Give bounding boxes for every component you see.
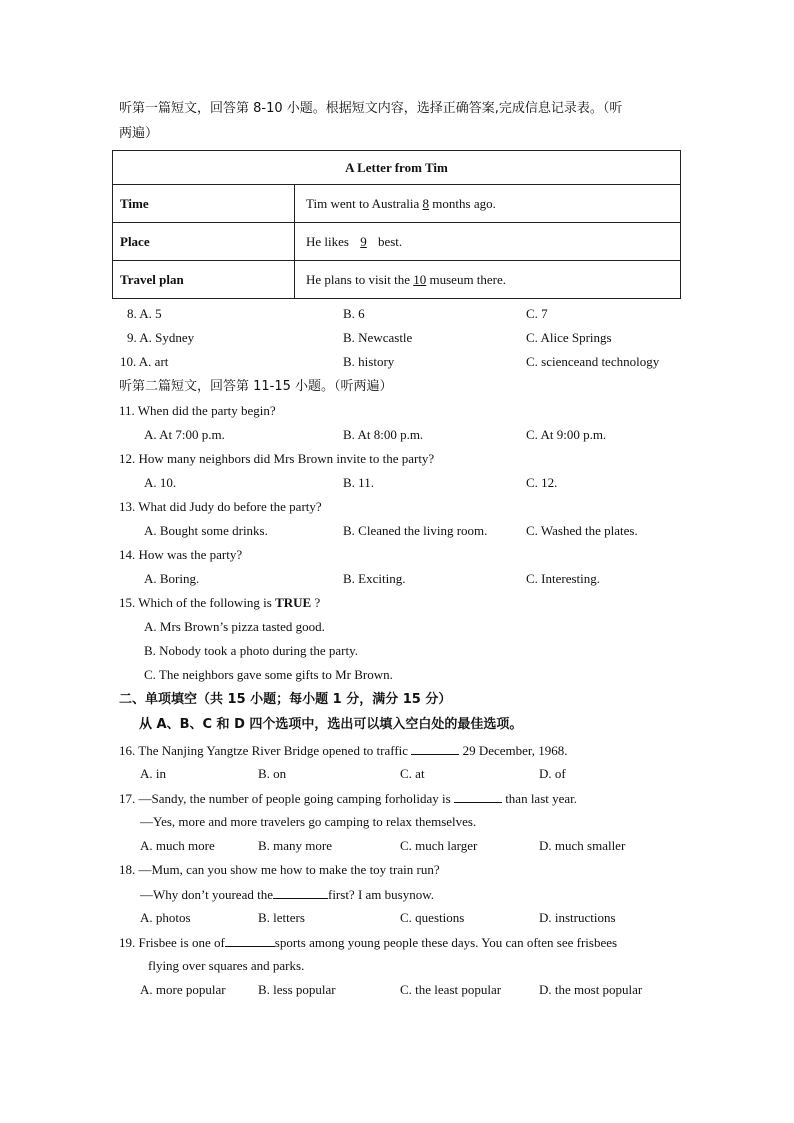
q18-option-b: B. letters <box>258 910 305 925</box>
q13-option-a: A. Bought some drinks. <box>144 523 268 538</box>
q8-option-b: B. 6 <box>343 306 365 321</box>
q17-option-b: B. many more <box>258 838 333 853</box>
blank-10: 10 <box>413 271 427 287</box>
part2-subheading: 从 A、B、C 和 D 四个选项中，选出可以填入空白处的最佳选项。 <box>139 717 523 732</box>
row-value-time: Tim went to Australia 8 months ago. <box>295 185 681 223</box>
table-row <box>113 261 681 299</box>
q19-blank <box>225 934 275 947</box>
q17-option-c: C. much larger <box>400 838 478 853</box>
q17-option-a: A. much more <box>140 838 215 853</box>
q10-option-c: C. scienceand technology <box>526 354 660 369</box>
q19-option-a: A. more popular <box>140 982 226 997</box>
q13-option-b: B. Cleaned the living room. <box>343 523 488 538</box>
q15-option-a: A. Mrs Brown’s pizza tasted good. <box>144 619 325 634</box>
section2-instruction: 听第二篇短文，回答第 11-15 小题。（听两遍） <box>119 379 393 394</box>
row-label-time: Time <box>113 185 295 223</box>
q16-option-a: A. in <box>140 766 166 781</box>
q18-option-d: D. instructions <box>539 910 616 925</box>
q8-option-c: C. 7 <box>526 306 548 321</box>
q11-stem: 11. When did the party begin? <box>119 403 276 418</box>
q9-option-a: 9. A. Sydney <box>127 330 195 345</box>
q14-option-c: C. Interesting. <box>526 571 601 586</box>
q19-option-d: D. the most popular <box>539 982 643 997</box>
q11-option-b: B. At 8:00 p.m. <box>343 427 424 442</box>
q17-line2: —Yes, more and more travelers go camping to relax themselves. <box>140 814 477 829</box>
q8-option-a: 8. A. 5 <box>127 306 162 321</box>
part2-heading: 二、单项填空（共 15 小题；每小题 1 分，满分 15 分） <box>119 692 452 707</box>
q11-option-a: A. At 7:00 p.m. <box>144 427 225 442</box>
q12-option-b: B. 11. <box>343 475 374 490</box>
q19-option-c: C. the least popular <box>400 982 502 997</box>
table-title: A Letter from Tim <box>113 151 681 185</box>
q14-stem: 14. How was the party? <box>119 547 243 562</box>
table-row <box>113 223 681 261</box>
blank-8: 8 <box>422 195 430 211</box>
blank-9: 9 <box>360 233 367 249</box>
q17-blank <box>454 790 502 803</box>
q10-option-b: B. history <box>343 354 395 369</box>
q16-stem: 16. The Nanjing Yangtze River Bridge opened to traffic 29 December, 1968. <box>119 743 568 758</box>
q18-option-a: A. photos <box>140 910 191 925</box>
q10-option-a: 10. A. art <box>120 354 169 369</box>
row-value-place: He likes 9 best. <box>295 223 681 261</box>
row-label-place: Place <box>113 223 295 261</box>
q15-option-c: C. The neighbors gave some gifts to Mr Brown. <box>144 667 393 682</box>
q17-option-d: D. much smaller <box>539 838 626 853</box>
q18-blank <box>273 886 328 899</box>
q11-option-c: C. At 9:00 p.m. <box>526 427 607 442</box>
q9-option-c: C. Alice Springs <box>526 330 612 345</box>
q13-option-c: C. Washed the plates. <box>526 523 638 538</box>
row-label-travel-plan: Travel plan <box>113 261 295 299</box>
q15-stem: 15. Which of the following is TRUE ? <box>119 595 321 610</box>
q16-option-d: D. of <box>539 766 566 781</box>
section1-instruction-line2: 两遍） <box>119 126 159 141</box>
info-record-table <box>112 150 681 299</box>
q15-option-b: B. Nobody took a photo during the party. <box>144 643 358 658</box>
q9-option-b: B. Newcastle <box>343 330 413 345</box>
q15-true-keyword: TRUE <box>275 595 312 610</box>
q19-line2: flying over squares and parks. <box>148 958 305 973</box>
q16-blank <box>411 742 459 755</box>
q18-option-c: C. questions <box>400 910 465 925</box>
q18-line2: —Why don’t youread the first? I am busynow. <box>140 887 435 902</box>
q14-option-b: B. Exciting. <box>343 571 406 586</box>
q12-option-c: C. 12. <box>526 475 558 490</box>
q16-option-c: C. at <box>400 766 425 781</box>
q16-option-b: B. on <box>258 766 287 781</box>
row-value-travel-plan: He plans to visit the 10 museum there. <box>295 261 681 299</box>
q12-option-a: A. 10. <box>144 475 177 490</box>
q14-option-a: A. Boring. <box>144 571 200 586</box>
q12-stem: 12. How many neighbors did Mrs Brown invite to the party? <box>119 451 435 466</box>
section1-instruction-line1: 听第一篇短文，回答第 8-10 小题。根据短文内容，选择正确答案,完成信息记录表。（听 <box>119 101 623 116</box>
q19-stem: 19. Frisbee is one of sports among young people these days. You can often see frisbees <box>119 935 618 950</box>
q19-option-b: B. less popular <box>258 982 336 997</box>
table-row <box>113 185 681 223</box>
q18-stem: 18. —Mum, can you show me how to make the toy train run? <box>119 862 440 877</box>
q17-stem: 17. —Sandy, the number of people going camping forholiday is than last year. <box>119 791 578 806</box>
q13-stem: 13. What did Judy do before the party? <box>119 499 322 514</box>
